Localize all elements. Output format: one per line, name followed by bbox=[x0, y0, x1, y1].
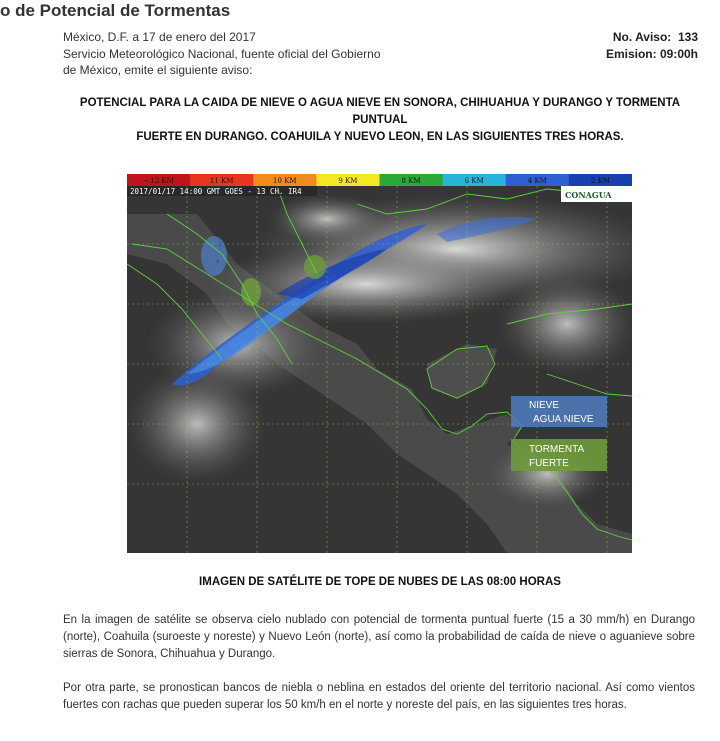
legend-storm-line-1: TORMENTA bbox=[529, 444, 585, 455]
scale-label: 6 KM bbox=[464, 177, 484, 185]
svg-text:*: * bbox=[215, 258, 220, 269]
page-title: o de Potencial de Tormentas bbox=[0, 1, 231, 20]
headline-line-1: POTENCIAL PARA LA CAIDA DE NIEVE O AGUA NIEVE EN SONORA, CHIHUAHUA Y DURANGO Y TORMENTA PUNTUAL bbox=[79, 97, 681, 126]
emision-label: Emision: bbox=[605, 46, 657, 61]
scale-label: 11 KM bbox=[209, 177, 234, 185]
issuer-line-2: de México, emite el siguiente aviso: bbox=[63, 63, 253, 77]
scale-label: 4 KM bbox=[527, 177, 547, 185]
satellite-timestamp: 2017/01/17 14:00 GMT GOES - 13 CH. IR4 bbox=[130, 187, 302, 196]
aviso-block bbox=[606, 29, 698, 62]
aviso-label: No. Aviso: bbox=[612, 30, 672, 44]
scale-label: 9 KM bbox=[338, 177, 358, 185]
storm-highlight-area-2 bbox=[304, 255, 326, 279]
satellite-map-svg bbox=[127, 174, 632, 553]
issuer-block bbox=[63, 29, 381, 79]
scale-label: 8 KM bbox=[401, 177, 421, 185]
headline-line-2: FUERTE EN DURANGO. COAHUILA Y NUEVO LEON, EN LAS SIGUIENTES TRES HORAS. bbox=[136, 131, 624, 143]
paragraph-2: Por otra parte, se pronostican bancos de niebla o neblina en estados del oriente del territorio nacional. Así como vientos fuertes con rachas que pueden superar los 50 km/h en el norte y noreste del país, en las siguientes tres horas. bbox=[63, 682, 695, 711]
scale-label: 2 KM bbox=[590, 177, 610, 185]
emision-row bbox=[606, 46, 698, 63]
aviso-number-row bbox=[606, 29, 698, 46]
scale-label: 10 KM bbox=[273, 177, 297, 185]
aviso-number: 133 bbox=[677, 30, 698, 44]
warning-headline bbox=[55, 95, 705, 146]
legend-snow-line-2: AGUA NIEVE bbox=[533, 414, 594, 425]
svg-text:*: * bbox=[217, 242, 222, 253]
image-caption: IMAGEN DE SATÉLITE DE TOPE DE NUBES DE LAS 08:00 HORAS bbox=[199, 576, 561, 588]
satellite-image bbox=[127, 174, 632, 553]
legend-storm-line-2: FUERTE bbox=[529, 458, 569, 469]
emision-time: 09:00h bbox=[659, 46, 698, 61]
legend-snow-line-1: NIEVE bbox=[529, 400, 560, 411]
conagua-logo-text: CONAGUA bbox=[565, 190, 612, 200]
scale-label: -- 12 KM bbox=[143, 177, 174, 185]
paragraph-1: En la imagen de satélite se observa cielo nublado con potencial de tormenta puntual fuerte (15 a 30 mm/h) en Durango (norte), Coahuila (suroeste y noreste) y Nuevo León (norte), así como la probabilidad de caída de nieve o aguanieve sobre sierras de Sonora, Chihuahua y Durango. bbox=[63, 614, 695, 660]
location-date: México, D.F. a 17 de enero del 2017 bbox=[63, 30, 256, 44]
issuer-line-1: Servicio Meteorológico Nacional, fuente oficial del Gobierno bbox=[63, 46, 381, 61]
altitude-scale bbox=[127, 174, 632, 186]
